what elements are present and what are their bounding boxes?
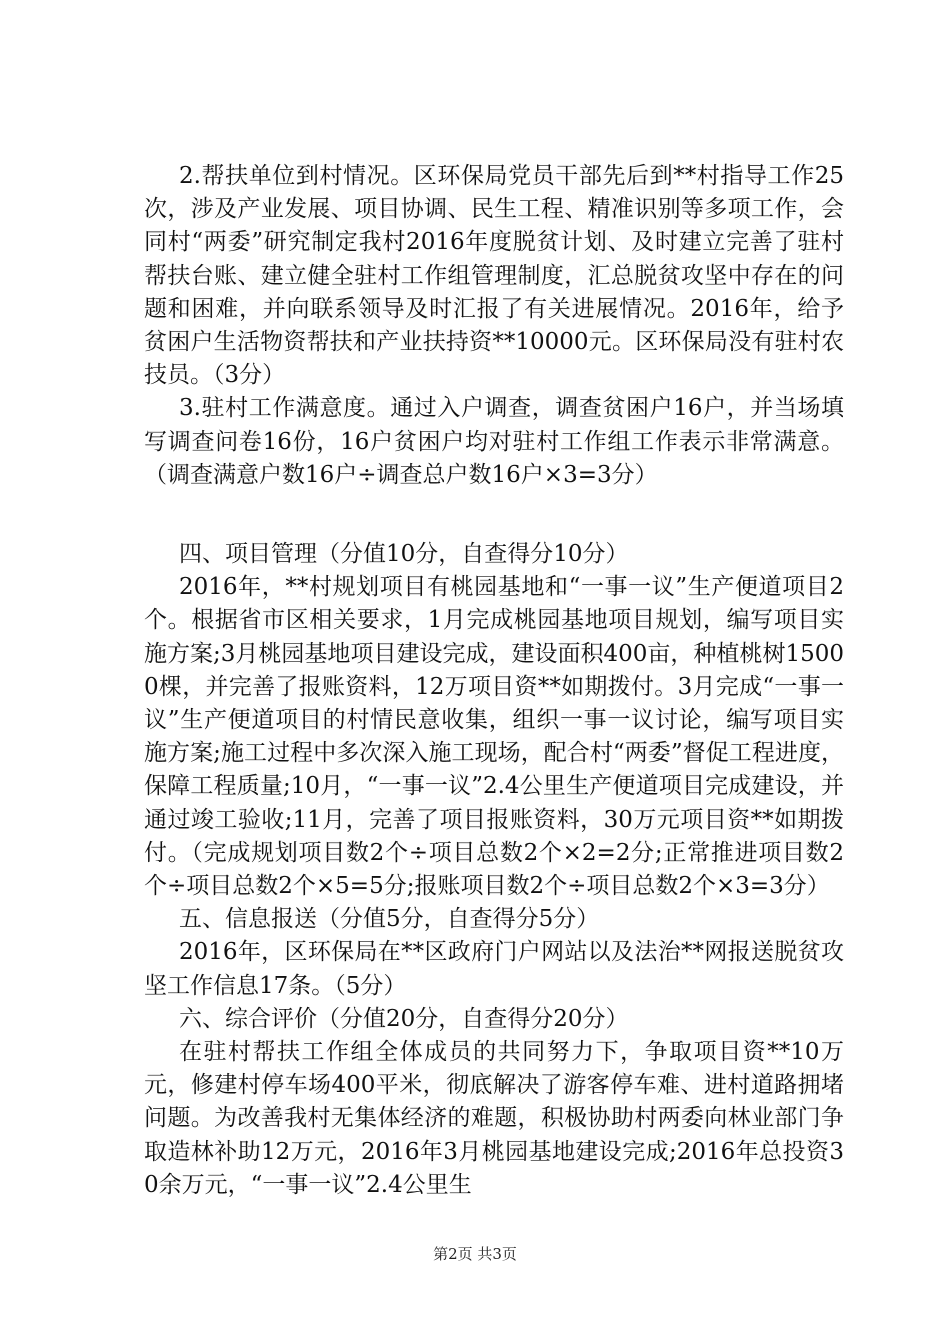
paragraph-satisfaction: 3.驻村工作满意度。通过入户调查，调查贫困户16户，并当场填写调查问卷16份，16户贫困户均对驻村工作组工作表示非常满意。（调查满意户数16户÷调查总户数16户×3=3分） — [144, 395, 844, 488]
heading-overall-evaluation: 六、综合评价（分值20分，自查得分20分） — [179, 1005, 629, 1032]
section-gap — [144, 492, 844, 538]
page-number-footer: 第2页 共3页 — [433, 1245, 517, 1263]
heading-project-management: 四、项目管理（分值10分，自查得分10分） — [179, 541, 629, 568]
document-body — [144, 160, 844, 1202]
paragraph-info-report: 2016年，区环保局在**区政府门户网站以及法治**网报送脱贫攻坚工作信息17条。（5分） — [144, 939, 844, 999]
paragraph-project-management: 2016年，**村规划项目有桃园基地和“一事一议”生产便道项目2个。根据省市区相关要求，1月完成桃园基地项目规划，编写项目实施方案;3月桃园基地项目建设完成，建设面积400亩，种植桃树15000棵，并完善了报账资料，12万项目资**如期拨付。3月完成“一事一议”生产便道项目的村情民意收集，组织一事一议讨论，编写项目实施方案;施工过程中多次深入施工现场，配合村“两委”督促工程进度，保障工程质量;10月，“一事一议”2.4公里生产便道项目完成建设，并通过竣工验收;11月，完善了项目报账资料，30万元项目资**如期拨付。（完成规划项目数2个÷项目总数2个×2=2分;正常推进项目数2个÷项目总数2个×5=5分;报账项目数2个÷项目总数2个×3=3分） — [144, 574, 844, 900]
heading-info-report: 五、信息报送（分值5分，自查得分5分） — [179, 906, 600, 933]
paragraph-support-unit: 2.帮扶单位到村情况。区环保局党员干部先后到**村指导工作25次，涉及产业发展、项目协调、民生工程、精准识别等多项工作，会同村“两委”研究制定我村2016年度脱贫计划、及时建立完善了驻村帮扶台账、建立健全驻村工作组管理制度，汇总脱贫攻坚中存在的问题和困难，并向联系领导及时汇报了有关进展情况。2016年，给予贫困户生活物资帮扶和产业扶持资**10000元。区环保局没有驻村农技员。（3分） — [144, 163, 844, 389]
paragraph-overall-evaluation: 在驻村帮扶工作组全体成员的共同努力下，争取项目资**10万元，修建村停车场400平米，彻底解决了游客停车难、进村道路拥堵问题。为改善我村无集体经济的难题，积极协助村两委向林业部门争取造林补助12万元，2016年3月桃园基地建设完成;2016年总投资30余万元，“一事一议”2.4公里生 — [144, 1039, 844, 1198]
